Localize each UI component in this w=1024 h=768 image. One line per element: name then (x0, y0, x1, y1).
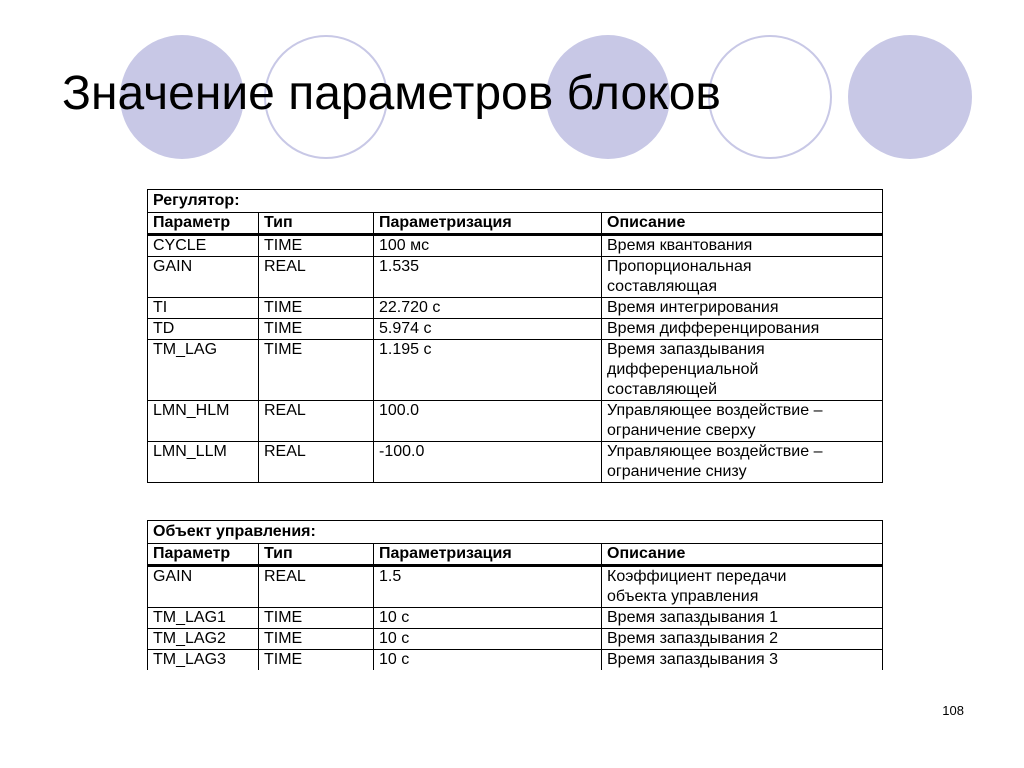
deco-circle-filled-5 (848, 35, 972, 159)
table-row (148, 257, 883, 298)
cell-description: Время интегрирования (602, 298, 883, 319)
cell-parameter: TI (148, 298, 259, 319)
page-number: 108 (942, 703, 964, 718)
cell-type: TIME (259, 298, 374, 319)
cell-parameter: TD (148, 319, 259, 340)
description-line: Пропорциональная (607, 258, 752, 275)
cell-value: 22.720 с (374, 298, 602, 319)
deco-circle-outline-4 (709, 36, 831, 158)
table-row (148, 319, 883, 340)
cell-value: 100 мс (374, 235, 602, 257)
table-header-row (148, 544, 883, 566)
cell-value: 10 с (374, 629, 602, 650)
plant-parameters-table (147, 520, 883, 670)
description-line: ограничение снизу (607, 463, 747, 480)
cell-description (602, 257, 883, 298)
description-line: составляющая (607, 278, 717, 295)
description-line: Время запаздывания (607, 341, 765, 358)
cell-description: Время запаздывания 3 (602, 650, 883, 671)
table-row (148, 629, 883, 650)
cell-description: Время запаздывания 2 (602, 629, 883, 650)
cell-value: 10 с (374, 608, 602, 629)
controller-parameters-table (147, 189, 883, 483)
cell-type: REAL (259, 257, 374, 298)
table-row (148, 566, 883, 608)
table-row (148, 608, 883, 629)
cell-type: TIME (259, 319, 374, 340)
header-type: Тип (259, 213, 374, 235)
table-header-row (148, 213, 883, 235)
table-row (148, 235, 883, 257)
table-row (148, 650, 883, 671)
cell-description (602, 340, 883, 401)
table-row (148, 298, 883, 319)
cell-parameter: GAIN (148, 257, 259, 298)
header-description: Описание (602, 544, 883, 566)
cell-value: 1.195 с (374, 340, 602, 401)
cell-value: 5.974 с (374, 319, 602, 340)
description-line: Управляющее воздействие – (607, 443, 823, 460)
cell-description (602, 401, 883, 442)
header-parameter: Параметр (148, 544, 259, 566)
cell-description: Время квантования (602, 235, 883, 257)
cell-type: TIME (259, 608, 374, 629)
header-parametrization: Параметризация (374, 213, 602, 235)
table-row (148, 401, 883, 442)
cell-description (602, 566, 883, 608)
cell-value: 10 с (374, 650, 602, 671)
cell-type: REAL (259, 401, 374, 442)
cell-type: TIME (259, 340, 374, 401)
table-row (148, 340, 883, 401)
cell-type: TIME (259, 650, 374, 671)
cell-description (602, 442, 883, 483)
cell-parameter: TM_LAG1 (148, 608, 259, 629)
cell-parameter: LMN_LLM (148, 442, 259, 483)
description-line: дифференциальной (607, 361, 759, 378)
cell-parameter: LMN_HLM (148, 401, 259, 442)
header-description: Описание (602, 213, 883, 235)
cell-value: -100.0 (374, 442, 602, 483)
cell-type: TIME (259, 629, 374, 650)
description-line: Управляющее воздействие – (607, 402, 823, 419)
cell-parameter: TM_LAG (148, 340, 259, 401)
cell-type: REAL (259, 442, 374, 483)
description-line: составляющей (607, 381, 718, 398)
cell-type: TIME (259, 235, 374, 257)
cell-value: 1.5 (374, 566, 602, 608)
description-line: Коэффициент передачи (607, 568, 787, 585)
slide-title: Значение параметров блоков (62, 67, 721, 120)
cell-value: 1.535 (374, 257, 602, 298)
table-row (148, 442, 883, 483)
cell-parameter: TM_LAG3 (148, 650, 259, 671)
table-caption: Объект управления: (148, 521, 883, 544)
cell-parameter: GAIN (148, 566, 259, 608)
table-caption: Регулятор: (148, 190, 883, 213)
header-type: Тип (259, 544, 374, 566)
cell-description: Время запаздывания 1 (602, 608, 883, 629)
description-line: ограничение сверху (607, 422, 756, 439)
cell-parameter: TM_LAG2 (148, 629, 259, 650)
cell-description: Время дифференцирования (602, 319, 883, 340)
header-parameter: Параметр (148, 213, 259, 235)
table-caption-row (148, 521, 883, 544)
description-line: объекта управления (607, 588, 759, 605)
cell-type: REAL (259, 566, 374, 608)
header-parametrization: Параметризация (374, 544, 602, 566)
table-caption-row (148, 190, 883, 213)
cell-parameter: CYCLE (148, 235, 259, 257)
cell-value: 100.0 (374, 401, 602, 442)
